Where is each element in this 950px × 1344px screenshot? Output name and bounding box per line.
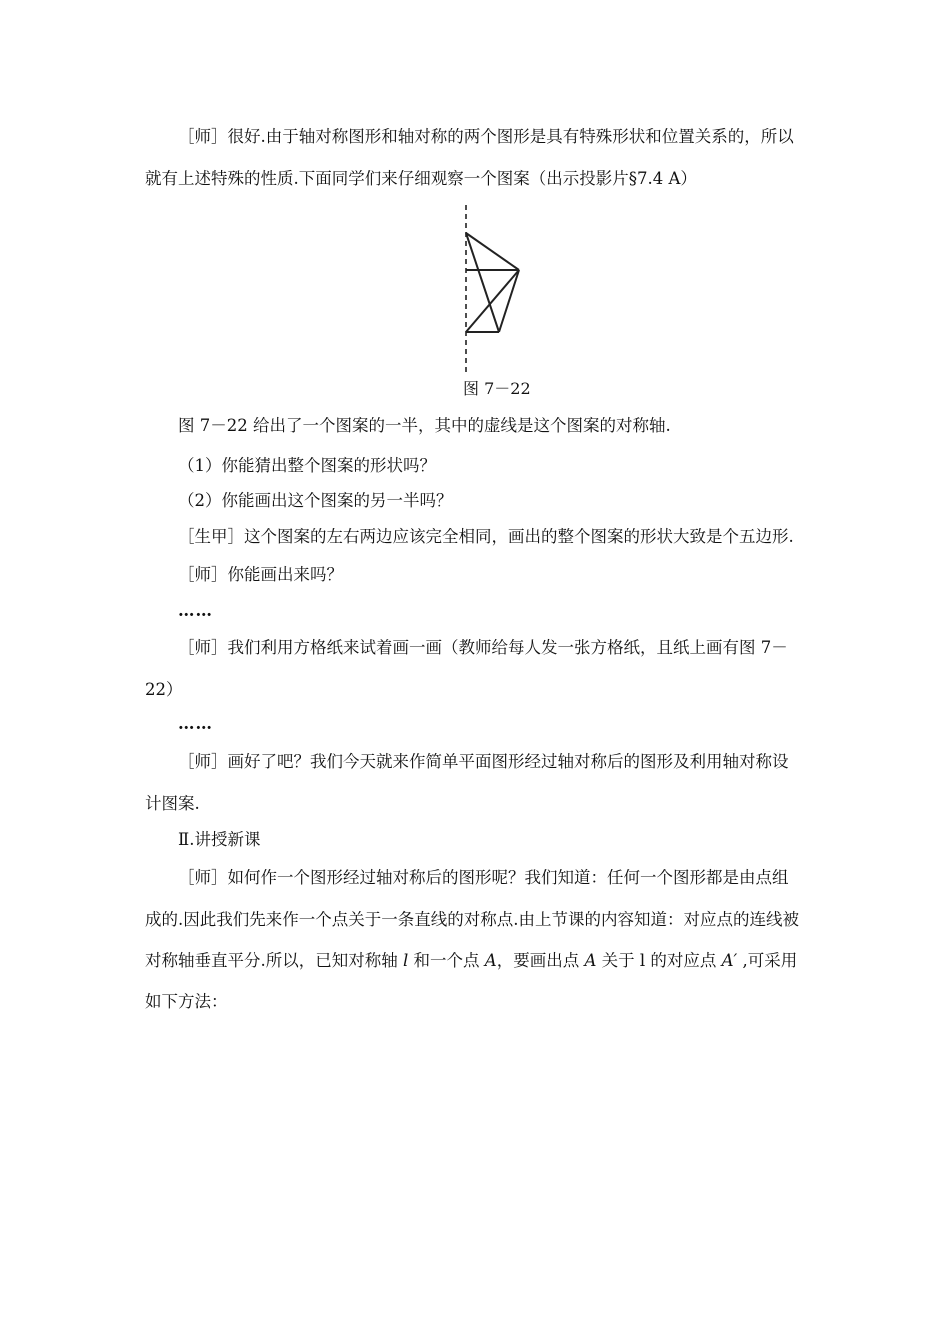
question-1: （1）你能猜出整个图案的形状吗？ xyxy=(178,456,436,475)
paragraph-1-line-1: ［师］很好.由于轴对称图形和轴对称的两个图形是具有特殊形状和位置关系的，所以 xyxy=(178,127,794,146)
paragraph-6-line-2: 计图案. xyxy=(145,794,200,813)
line-3-text-c: ，要画出点 xyxy=(496,951,585,970)
paragraph-1-line-2: 就有上述特殊的性质.下面同学们来仔细观察一个图案（出示投影片§7.4 A） xyxy=(145,169,697,188)
paragraph-7-line-1: ［师］如何作一个图形经过轴对称后的图形呢？我们知道：任何一个图形都是由点组 xyxy=(178,868,789,887)
paragraph-5-line-2: 22） xyxy=(145,680,183,699)
paragraph-4: ［师］你能画出来吗？ xyxy=(178,565,343,584)
point-symbol-a-prime: A′ xyxy=(721,951,738,970)
line-3-text-d: 关于 l 的对应点 xyxy=(596,951,722,970)
line-3-text-e: ,可采用 xyxy=(737,951,798,970)
line-3-text-a: 对称轴垂直平分.所以，已知对称轴 xyxy=(145,951,403,970)
point-symbol-a: A xyxy=(484,951,497,970)
axis-symbol-l: l xyxy=(403,951,409,970)
symmetry-figure xyxy=(440,205,540,375)
paragraph-5-line-1: ［师］我们利用方格纸来试着画一画（教师给每人发一张方格纸，且纸上画有图 7－ xyxy=(178,638,788,657)
paragraph-6-line-1: ［师］画好了吧？我们今天就来作简单平面图形经过轴对称后的图形及利用轴对称设 xyxy=(178,752,789,771)
paragraph-7-line-3 xyxy=(145,950,797,972)
ellipsis-1: …… xyxy=(178,601,213,620)
paragraph-2: 图 7－22 给出了一个图案的一半，其中的虚线是这个图案的对称轴. xyxy=(178,416,671,435)
paragraph-7-line-4: 如下方法： xyxy=(145,992,228,1011)
question-2: （2）你能画出这个图案的另一半吗？ xyxy=(178,491,453,510)
paragraph-3: ［生甲］这个图案的左右两边应该完全相同，画出的整个图案的形状大致是个五边形. xyxy=(178,527,794,546)
section-heading: Ⅱ.讲授新课 xyxy=(178,830,261,849)
point-symbol-a-2: A xyxy=(584,951,597,970)
paragraph-7-line-2: 成的.因此我们先来作一个点关于一条直线的对称点.由上节课的内容知道：对应点的连线被 xyxy=(145,910,799,929)
line-3-text-b: 和一个点 xyxy=(408,951,485,970)
figure-caption: 图 7－22 xyxy=(463,379,531,398)
ellipsis-2: …… xyxy=(178,714,213,733)
half-pattern xyxy=(466,233,519,332)
